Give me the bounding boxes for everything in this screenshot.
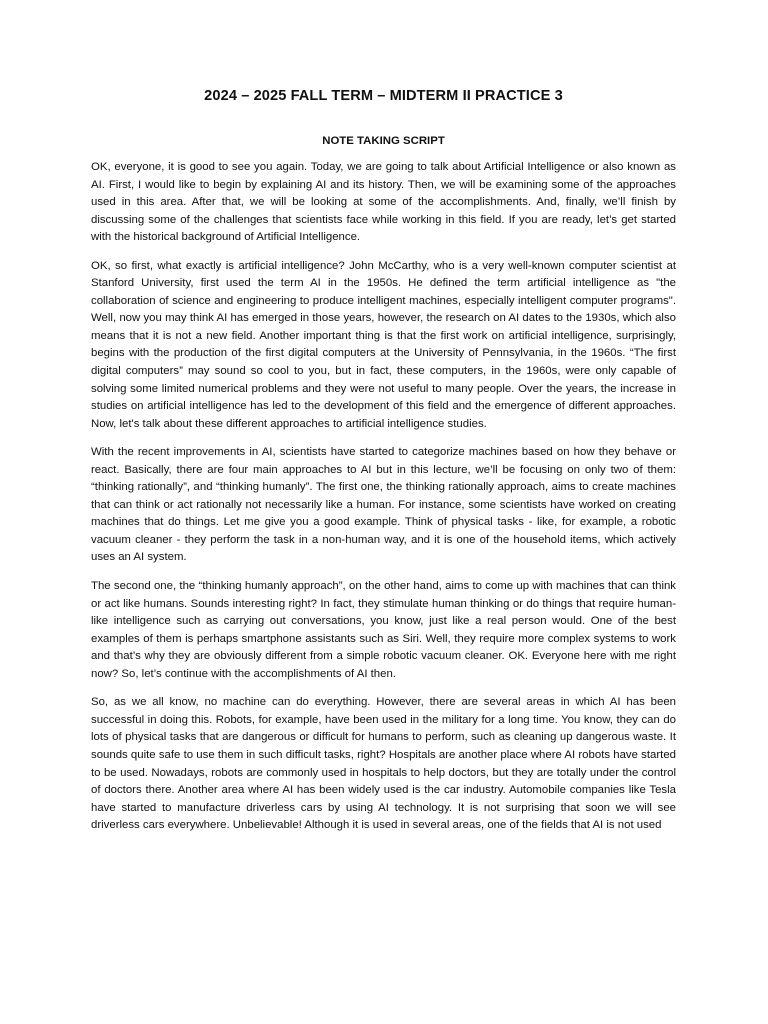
paragraph-intro: OK, everyone, it is good to see you again. Today, we are going to talk about Artificial Intelligence or also known as AI. First, I would like to begin by explaining AI and its history. Then, we will be examining some of the approaches used in this area. After that, we will be looking at some of the accomplishments. And, finally, we’ll finish by discussing some of the challenges that scientists face while working in this field. If you are ready, let’s get started with the historical background of Artificial Intelligence. bbox=[91, 161, 676, 244]
paragraph-accomplishments: So, as we all know, no machine can do everything. However, there are several areas in which AI has been successful in doing this. Robots, for example, have been used in the military for a long time. You know, they can do lots of physical tasks that are dangerous or difficult for humans to perform, such as cleaning up dangerous waste. It sounds quite safe to use them in such difficult tasks, right? Hospitals are another place where AI robots have started to be used. Nowadays, robots are commonly used in hospitals to help doctors, but they are totally under the control of doctors there. Another area where AI has been widely used is the car industry. Automobile companies like Tesla have started to manufacture driverless cars by using AI technology. It is not surprising that soon we will see driverless cars everywhere. Unbelievable! Although it is used in several areas, one of the fields that AI is not used bbox=[91, 696, 676, 832]
page-title: 2024 – 2025 FALL TERM – MIDTERM II PRACTICE 3 bbox=[204, 88, 563, 104]
section-subtitle: NOTE TAKING SCRIPT bbox=[322, 135, 445, 147]
paragraph-thinking-humanly: The second one, the “thinking humanly approach”, on the other hand, aims to come up with machines that can think or act like humans. Sounds interesting right? In fact, they stimulate human thinking or do things that require human-like intelligence such as carrying out conversations, you know, just like a real person would. One of the best examples of them is perhaps smartphone assistants such as Siri. Well, they require more complex systems to work and that’s why they are obviously different from a simple robotic vacuum cleaner. OK. Everyone here with me right now? So, let’s continue with the accomplishments of AI then. bbox=[91, 580, 676, 680]
paragraph-definition: OK, so first, what exactly is artificial intelligence? John McCarthy, who is a very well-known computer scientist at Stanford University, first used the term AI in the 1950s. He defined the term artificial intelligence as "the collaboration of science and engineering to produce intelligent machines, especially intelligent computer programs". Well, now you may think AI has emerged in those years, however, the research on AI dates to the 1930s, which also means that it is not a new field. Another important thing is that the first work on artificial intelligence, surprisingly, begins with the production of the first digital computers at the University of Pennsylvania, in the 1960s. “The first digital computers” may sound so cool to you, but in fact, these computers, in the 1960s, were only capable of solving some limited numerical problems and they were not useful to many people. Over the years, the increase in studies on artificial intelligence has led to the development of this field and the emergence of different approaches. Now, let's talk about these different approaches to artificial intelligence studies. bbox=[91, 259, 676, 430]
paragraph-approaches: With the recent improvements in AI, scientists have started to categorize machines based on how they behave or react. Basically, there are four main approaches to AI but in this lecture, we’ll be focusing on only two of them: “thinking rationally”, and “thinking humanly”. The first one, the thinking rationally approach, aims to create machines that can think or act rationally not necessarily like a human. For instance, some scientists have worked on creating machines that do things. Let me give you a good example. Think of physical tasks - like, for example, a robotic vacuum cleaner - they perform the task in a non-human way, and it is one of the household items, which actively uses an AI system. bbox=[91, 446, 676, 564]
